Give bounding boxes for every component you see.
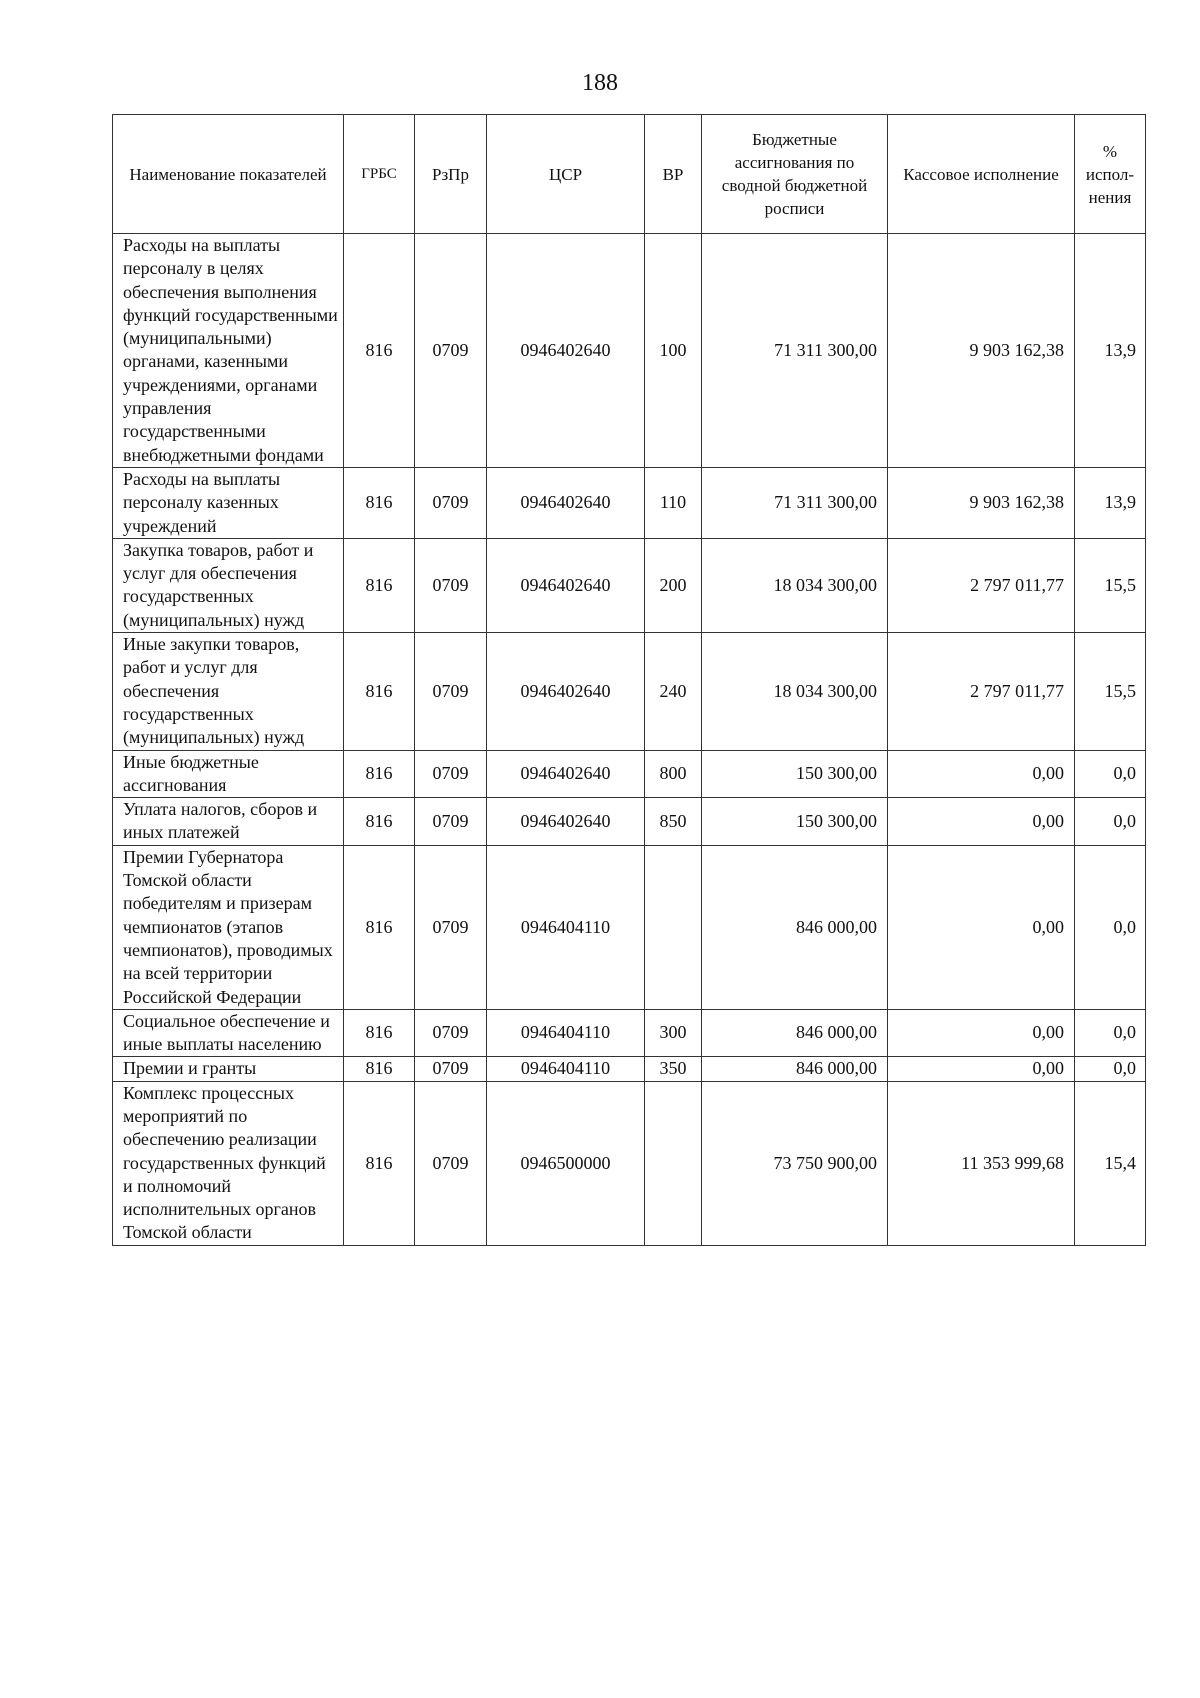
- header-name: Наименование показателей: [113, 115, 344, 234]
- row-percent: 15,4: [1075, 1081, 1146, 1245]
- page-number: 188: [582, 70, 618, 96]
- table-row: [113, 798, 1146, 846]
- row-vr: 200: [645, 538, 702, 632]
- header-rzpr: РзПр: [415, 115, 487, 234]
- row-rzpr: 0709: [415, 467, 487, 538]
- row-name: Социальное обеспечение и иные выплаты населению: [113, 1009, 344, 1057]
- row-name: Расходы на выплаты персоналу в целях обеспечения выполнения функций государственными (муниципальными) органами, казенными учреждениями, органами управления государственными внебюджетными фондами: [113, 234, 344, 468]
- row-vr: 240: [645, 633, 702, 750]
- row-grbs: 816: [344, 234, 415, 468]
- row-rzpr: 0709: [415, 798, 487, 846]
- row-cash-execution: 0,00: [888, 845, 1075, 1009]
- row-assignments: 71 311 300,00: [702, 467, 888, 538]
- row-percent: 15,5: [1075, 538, 1146, 632]
- row-vr: 100: [645, 234, 702, 468]
- table-row: [113, 845, 1146, 1009]
- row-rzpr: 0709: [415, 633, 487, 750]
- row-rzpr: 0709: [415, 750, 487, 798]
- row-percent: 0,0: [1075, 750, 1146, 798]
- row-assignments: 150 300,00: [702, 750, 888, 798]
- row-rzpr: 0709: [415, 1057, 487, 1081]
- row-csr: 0946404110: [487, 1009, 645, 1057]
- row-cash-execution: 9 903 162,38: [888, 467, 1075, 538]
- row-name: Премии и гранты: [113, 1057, 344, 1081]
- header-csr: ЦСР: [487, 115, 645, 234]
- row-vr: 110: [645, 467, 702, 538]
- row-csr: 0946402640: [487, 633, 645, 750]
- row-grbs: 816: [344, 1009, 415, 1057]
- header-grbs: ГРБС: [344, 115, 415, 234]
- header-percent-execution: % испол-нения: [1075, 115, 1146, 234]
- row-grbs: 816: [344, 845, 415, 1009]
- table-row: [113, 750, 1146, 798]
- row-csr: 0946404110: [487, 845, 645, 1009]
- row-grbs: 816: [344, 750, 415, 798]
- table-row: [113, 1081, 1146, 1245]
- row-assignments: 18 034 300,00: [702, 538, 888, 632]
- table-row: [113, 467, 1146, 538]
- row-percent: 0,0: [1075, 845, 1146, 1009]
- row-percent: 0,0: [1075, 1009, 1146, 1057]
- row-vr: [645, 1081, 702, 1245]
- row-assignments: 18 034 300,00: [702, 633, 888, 750]
- table-row: [113, 538, 1146, 632]
- row-percent: 15,5: [1075, 633, 1146, 750]
- row-name: Премии Губернатора Томской области победителям и призерам чемпионатов (этапов чемпионатов), проводимых на всей территории Российской Федерации: [113, 845, 344, 1009]
- row-vr: [645, 845, 702, 1009]
- row-assignments: 846 000,00: [702, 845, 888, 1009]
- row-grbs: 816: [344, 538, 415, 632]
- row-cash-execution: 2 797 011,77: [888, 538, 1075, 632]
- row-name: Закупка товаров, работ и услуг для обеспечения государственных (муниципальных) нужд: [113, 538, 344, 632]
- header-vr: ВР: [645, 115, 702, 234]
- row-vr: 800: [645, 750, 702, 798]
- row-percent: 13,9: [1075, 234, 1146, 468]
- table-row: [113, 1057, 1146, 1081]
- row-assignments: 71 311 300,00: [702, 234, 888, 468]
- row-vr: 350: [645, 1057, 702, 1081]
- row-cash-execution: 0,00: [888, 750, 1075, 798]
- row-percent: 0,0: [1075, 798, 1146, 846]
- header-cash-execution: Кассовое исполнение: [888, 115, 1075, 234]
- row-rzpr: 0709: [415, 234, 487, 468]
- table-row: [113, 1009, 1146, 1057]
- row-csr: 0946402640: [487, 798, 645, 846]
- row-csr: 0946402640: [487, 750, 645, 798]
- row-csr: 0946402640: [487, 538, 645, 632]
- table-row: [113, 633, 1146, 750]
- table-row: [113, 234, 1146, 468]
- row-cash-execution: 2 797 011,77: [888, 633, 1075, 750]
- row-cash-execution: 11 353 999,68: [888, 1081, 1075, 1245]
- row-csr: 0946404110: [487, 1057, 645, 1081]
- row-grbs: 816: [344, 1057, 415, 1081]
- row-grbs: 816: [344, 467, 415, 538]
- row-assignments: 846 000,00: [702, 1009, 888, 1057]
- row-grbs: 816: [344, 798, 415, 846]
- row-vr: 300: [645, 1009, 702, 1057]
- row-percent: 13,9: [1075, 467, 1146, 538]
- row-rzpr: 0709: [415, 538, 487, 632]
- row-cash-execution: 0,00: [888, 798, 1075, 846]
- row-assignments: 846 000,00: [702, 1057, 888, 1081]
- row-name: Уплата налогов, сборов и иных платежей: [113, 798, 344, 846]
- row-name: Комплекс процессных мероприятий по обеспечению реализации государственных функций и полномочий исполнительных органов Томской области: [113, 1081, 344, 1245]
- row-name: Расходы на выплаты персоналу казенных учреждений: [113, 467, 344, 538]
- row-name: Иные бюджетные ассигнования: [113, 750, 344, 798]
- row-csr: 0946500000: [487, 1081, 645, 1245]
- row-cash-execution: 0,00: [888, 1057, 1075, 1081]
- row-rzpr: 0709: [415, 1009, 487, 1057]
- header-assignments: Бюджетные ассигнования по сводной бюджетной росписи: [702, 115, 888, 234]
- row-cash-execution: 9 903 162,38: [888, 234, 1075, 468]
- header-row: [113, 115, 1146, 234]
- row-rzpr: 0709: [415, 1081, 487, 1245]
- row-name: Иные закупки товаров, работ и услуг для обеспечения государственных (муниципальных) нужд: [113, 633, 344, 750]
- row-csr: 0946402640: [487, 467, 645, 538]
- row-csr: 0946402640: [487, 234, 645, 468]
- row-grbs: 816: [344, 1081, 415, 1245]
- row-assignments: 73 750 900,00: [702, 1081, 888, 1245]
- row-assignments: 150 300,00: [702, 798, 888, 846]
- row-vr: 850: [645, 798, 702, 846]
- row-rzpr: 0709: [415, 845, 487, 1009]
- row-percent: 0,0: [1075, 1057, 1146, 1081]
- row-cash-execution: 0,00: [888, 1009, 1075, 1057]
- budget-execution-table: [112, 114, 1146, 1246]
- row-grbs: 816: [344, 633, 415, 750]
